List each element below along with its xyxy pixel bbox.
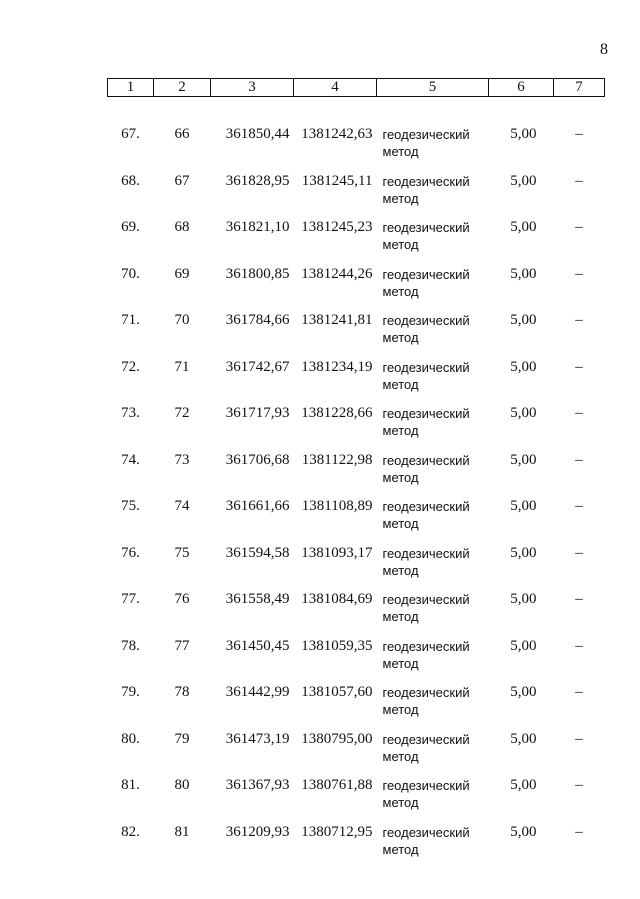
cell-note: – <box>575 265 583 282</box>
header-cell-3: 3 <box>211 79 294 97</box>
cell-coord-x: 361742,67 <box>225 358 290 375</box>
cell-coord-y: 1381228,66 <box>301 405 373 421</box>
cell-coord-x: 361784,66 <box>225 312 290 328</box>
table-row <box>108 359 605 406</box>
cell-row-index: 80. <box>121 730 140 747</box>
cell-point-number: 66 <box>174 126 190 142</box>
header-cell-5: 5 <box>377 79 489 97</box>
cell-point-number: 73 <box>174 451 190 468</box>
cell-coord-y: 1381242,63 <box>301 126 373 142</box>
cell-method: геодезический метод <box>382 499 470 531</box>
cell-method: геодезический метод <box>382 731 470 764</box>
table-row <box>108 545 605 592</box>
cell-coord-y: 1380761,88 <box>301 777 373 793</box>
cell-row-index: 78. <box>121 637 140 654</box>
header-cell-7: 7 <box>554 79 605 97</box>
cell-accuracy: 5,00 <box>510 637 537 654</box>
table-row <box>108 312 605 359</box>
cell-coord-y: 1381244,26 <box>301 265 373 282</box>
cell-point-number: 67 <box>174 172 190 189</box>
cell-note: – <box>575 544 583 561</box>
cell-coord-y: 1381241,81 <box>301 312 373 328</box>
cell-method: геодезический метод <box>382 359 470 392</box>
cell-method: геодезический метод <box>382 638 470 671</box>
cell-accuracy: 5,00 <box>510 498 537 514</box>
cell-note: – <box>575 777 583 793</box>
cell-note: – <box>575 219 583 235</box>
cell-point-number: 75 <box>174 544 190 561</box>
cell-point-number: 78 <box>174 684 190 700</box>
cell-coord-y: 1381122,98 <box>301 451 373 468</box>
cell-point-number: 81 <box>174 823 190 840</box>
page-number: 8 <box>600 41 608 58</box>
table-body <box>108 97 605 871</box>
cell-method: геодезический метод <box>382 824 470 857</box>
cell-method: геодезический метод <box>382 406 470 438</box>
cell-coord-x: 361706,68 <box>225 451 290 468</box>
cell-method: геодезический метод <box>382 266 470 299</box>
cell-method: геодезический метод <box>382 452 470 485</box>
cell-method: геодезический метод <box>382 778 470 810</box>
cell-coord-x: 361850,44 <box>225 126 290 142</box>
cell-note: – <box>575 637 583 654</box>
header-cell-2: 2 <box>154 79 211 97</box>
cell-method: геодезический метод <box>382 313 470 345</box>
cell-coord-y: 1381057,60 <box>301 684 373 700</box>
cell-coord-y: 1381245,23 <box>301 219 373 235</box>
cell-accuracy: 5,00 <box>510 312 537 328</box>
cell-row-index: 74. <box>121 451 140 468</box>
cell-coord-y: 1380795,00 <box>301 730 373 747</box>
table-row <box>108 684 605 731</box>
cell-row-index: 79. <box>121 684 140 700</box>
cell-point-number: 74 <box>174 498 190 514</box>
header-cell-1: 1 <box>108 79 154 97</box>
cell-point-number: 70 <box>174 312 190 328</box>
cell-coord-x: 361828,95 <box>225 172 290 189</box>
cell-accuracy: 5,00 <box>510 265 537 282</box>
table-header <box>108 79 605 97</box>
cell-row-index: 75. <box>121 498 140 514</box>
cell-coord-y: 1381084,69 <box>301 591 373 607</box>
cell-row-index: 69. <box>121 219 140 235</box>
cell-accuracy: 5,00 <box>510 684 537 700</box>
table-row <box>108 97 605 173</box>
table-row <box>108 266 605 313</box>
cell-method: геодезический метод <box>382 127 470 159</box>
cell-coord-x: 361661,66 <box>225 498 290 514</box>
cell-coord-y: 1381108,89 <box>301 498 373 514</box>
cell-note: – <box>575 498 583 514</box>
cell-coord-y: 1381093,17 <box>301 544 373 561</box>
cell-note: – <box>575 684 583 700</box>
cell-accuracy: 5,00 <box>510 219 537 235</box>
table-row <box>108 173 605 220</box>
coordinates-table <box>107 78 605 870</box>
cell-row-index: 81. <box>121 777 140 793</box>
cell-row-index: 71. <box>121 312 140 328</box>
cell-row-index: 77. <box>121 591 140 607</box>
cell-note: – <box>575 451 583 468</box>
cell-row-index: 68. <box>121 172 140 189</box>
cell-accuracy: 5,00 <box>510 451 537 468</box>
cell-note: – <box>575 358 583 375</box>
cell-row-index: 76. <box>121 544 140 561</box>
cell-row-index: 67. <box>121 126 140 142</box>
cell-point-number: 72 <box>174 405 190 421</box>
table-row <box>108 591 605 638</box>
cell-note: – <box>575 730 583 747</box>
cell-coord-x: 361800,85 <box>225 265 290 282</box>
table-row <box>108 498 605 545</box>
cell-note: – <box>575 126 583 142</box>
cell-coord-x: 361558,49 <box>225 591 290 607</box>
cell-coord-x: 361473,19 <box>225 730 290 747</box>
cell-coord-x: 361717,93 <box>225 405 290 421</box>
cell-accuracy: 5,00 <box>510 591 537 607</box>
cell-accuracy: 5,00 <box>510 172 537 189</box>
cell-method: геодезический метод <box>382 545 470 578</box>
cell-coord-x: 361367,93 <box>225 777 290 793</box>
cell-method: геодезический метод <box>382 592 470 624</box>
cell-coord-y: 1380712,95 <box>301 823 373 840</box>
cell-coord-y: 1381245,11 <box>301 172 373 189</box>
cell-accuracy: 5,00 <box>510 823 537 840</box>
table-row <box>108 219 605 266</box>
cell-note: – <box>575 405 583 421</box>
cell-point-number: 76 <box>174 591 190 607</box>
cell-accuracy: 5,00 <box>510 544 537 561</box>
cell-point-number: 77 <box>174 637 190 654</box>
cell-accuracy: 5,00 <box>510 777 537 793</box>
cell-method: геодезический метод <box>382 173 470 206</box>
table-row <box>108 824 605 871</box>
cell-coord-x: 361594,58 <box>225 544 290 561</box>
table-row <box>108 777 605 824</box>
cell-accuracy: 5,00 <box>510 730 537 747</box>
header-cell-4: 4 <box>294 79 377 97</box>
cell-row-index: 70. <box>121 265 140 282</box>
table-row <box>108 731 605 778</box>
table-row <box>108 405 605 452</box>
cell-row-index: 73. <box>121 405 140 421</box>
header-row <box>108 79 605 97</box>
cell-point-number: 68 <box>174 219 190 235</box>
table-row <box>108 638 605 685</box>
cell-note: – <box>575 823 583 840</box>
cell-accuracy: 5,00 <box>510 405 537 421</box>
cell-method: геодезический метод <box>382 685 470 717</box>
cell-method: геодезический метод <box>382 220 470 252</box>
cell-coord-x: 361450,45 <box>225 637 290 654</box>
cell-point-number: 69 <box>174 265 190 282</box>
cell-coord-x: 361209,93 <box>225 823 290 840</box>
cell-coord-x: 361821,10 <box>225 219 290 235</box>
cell-point-number: 79 <box>174 730 190 747</box>
cell-point-number: 80 <box>174 777 190 793</box>
cell-coord-y: 1381234,19 <box>301 358 373 375</box>
cell-accuracy: 5,00 <box>510 126 537 142</box>
header-cell-6: 6 <box>489 79 554 97</box>
cell-point-number: 71 <box>174 358 190 375</box>
cell-note: – <box>575 591 583 607</box>
cell-row-index: 72. <box>121 358 140 375</box>
cell-row-index: 82. <box>121 823 140 840</box>
cell-note: – <box>575 312 583 328</box>
cell-coord-y: 1381059,35 <box>301 637 373 654</box>
cell-coord-x: 361442,99 <box>225 684 290 700</box>
cell-note: – <box>575 172 583 189</box>
cell-accuracy: 5,00 <box>510 358 537 375</box>
table-row <box>108 452 605 499</box>
